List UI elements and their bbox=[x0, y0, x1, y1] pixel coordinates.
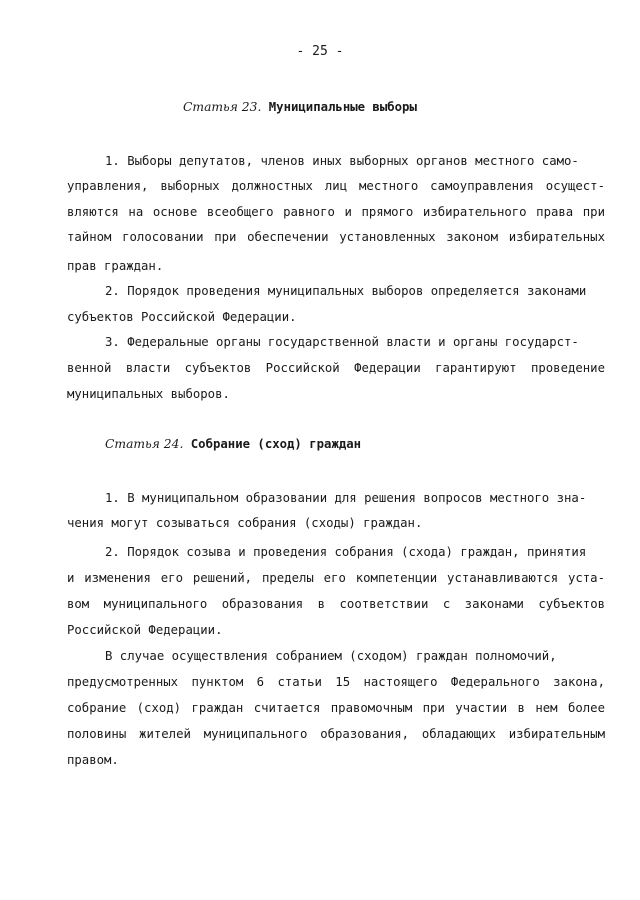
article-23-title: Муниципальные выборы bbox=[268, 100, 417, 114]
article-24-heading bbox=[105, 437, 361, 451]
article-23-line: венной власти субъектов Российской Федерации гарантируют проведение bbox=[67, 361, 605, 375]
article-23-heading bbox=[183, 100, 417, 114]
article-23-line: управления, выборных должностных лиц местного самоуправления осущест- bbox=[67, 179, 605, 193]
article-24-lead: Статья 24. bbox=[105, 437, 184, 451]
page-number: - 25 - bbox=[296, 44, 344, 59]
article-24-line: собрание (сход) граждан считается правомочным при участии в нем более bbox=[67, 701, 605, 715]
article-23-line: 3. Федеральные органы государственной власти и органы государст- bbox=[105, 335, 579, 349]
article-23-line: вляются на основе всеобщего равного и прямого избирательного права при bbox=[67, 205, 605, 219]
article-23-line: 2. Порядок проведения муниципальных выборов определяется законами bbox=[105, 284, 587, 298]
article-23-line: прав граждан. bbox=[67, 259, 164, 273]
article-24-title: Собрание (сход) граждан bbox=[190, 437, 362, 451]
article-24-line: и изменения его решений, пределы его компетенции устанавливаются уста- bbox=[67, 571, 605, 585]
article-24-line: половины жителей муниципального образования, обладающих избирательным bbox=[67, 727, 605, 741]
article-24-line: предусмотренных пунктом 6 статьи 15 настоящего Федерального закона, bbox=[67, 675, 605, 689]
article-23-lead: Статья 23. bbox=[183, 100, 262, 114]
article-24-line: В случае осуществления собранием (сходом) граждан полномочий, bbox=[105, 649, 557, 663]
article-23-line: тайном голосовании при обеспечении установленных законом избирательных bbox=[67, 230, 605, 244]
article-24-line: Российской Федерации. bbox=[67, 623, 223, 637]
article-23-line: муниципальных выборов. bbox=[67, 387, 230, 401]
article-24-line: вом муниципального образования в соответствии с законами субъектов bbox=[67, 597, 605, 611]
article-24-line: чения могут созываться собрания (сходы) граждан. bbox=[67, 516, 423, 530]
article-23-line: 1. Выборы депутатов, членов иных выборных органов местного само- bbox=[105, 154, 579, 168]
article-24-line: 1. В муниципальном образовании для решения вопросов местного зна- bbox=[105, 491, 587, 505]
article-23-line: субъектов Российской Федерации. bbox=[67, 310, 297, 324]
article-24-line: 2. Порядок созыва и проведения собрания (схода) граждан, принятия bbox=[105, 545, 587, 559]
article-24-line: правом. bbox=[67, 753, 119, 767]
